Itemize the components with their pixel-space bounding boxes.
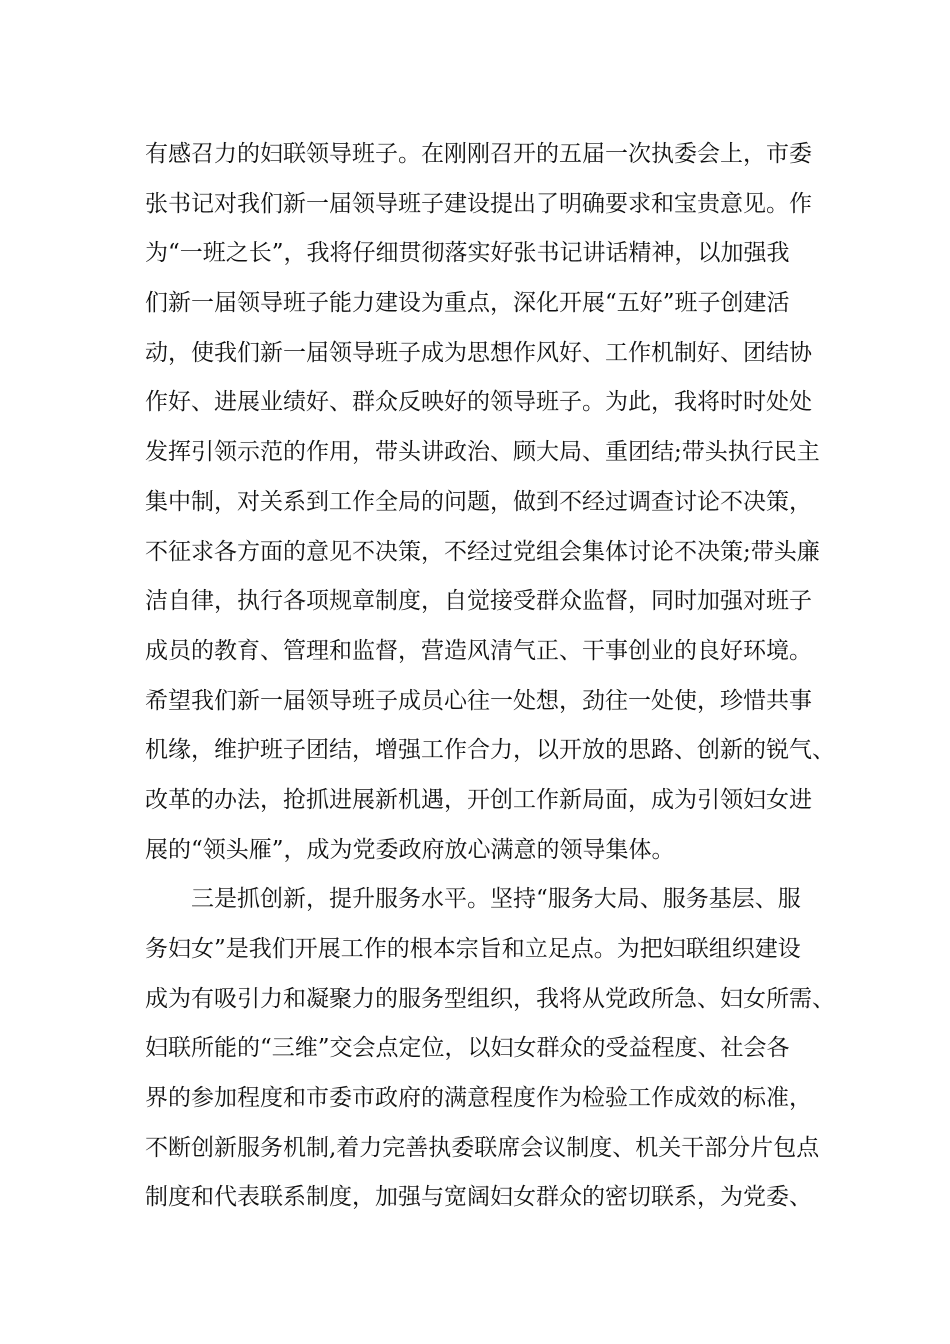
text-line-22: 制度和代表联系制度，加强与宽阔妇女群众的密切联系，为党委、 xyxy=(145,1184,812,1211)
text-line-12: 希望我们新一届领导班子成员心往一处想，劲往一处使，珍惜共事 xyxy=(145,687,812,714)
text-line-19: 妇联所能的“三维”交会点定位，以妇女群众的受益程度、社会各 xyxy=(145,1035,790,1062)
body-text xyxy=(145,130,835,1223)
text-line-8: 集中制，对关系到工作全局的问题，做到不经过调查讨论不决策， xyxy=(145,488,812,515)
text-line-3: 为“一班之长”，我将仔细贯彻落实好张书记讲话精神，以加强我 xyxy=(145,240,790,267)
text-line-18: 成为有吸引力和凝聚力的服务型组织，我将从党政所急、妇女所需、 xyxy=(145,985,835,1012)
text-line-13: 机缘，维护班子团结，增强工作合力，以开放的思路、创新的锐气、 xyxy=(145,737,835,764)
text-line-14: 改革的办法，抢抓进展新机遇，开创工作新局面，成为引领妇女进 xyxy=(145,786,812,813)
text-line-15: 展的“领头雁”，成为党委政府放心满意的领导集体。 xyxy=(145,836,675,863)
text-line-17: 务妇女”是我们开展工作的根本宗旨和立足点。为把妇联组织建设 xyxy=(145,936,801,962)
text-line-2: 张书记对我们新一届领导班子建设提出了明确要求和宝贵意见。作 xyxy=(145,190,812,217)
text-line-5: 动，使我们新一届领导班子成为思想作风好、工作机制好、团结协 xyxy=(145,339,812,366)
text-line-4: 们新一届领导班子能力建设为重点，深化开展“五好”班子创建活 xyxy=(145,290,790,317)
text-line-7: 发挥引领示范的作用，带头讲政治、顾大局、重团结;带头执行民主 xyxy=(145,439,820,466)
text-line-20: 界的参加程度和市委市政府的满意程度作为检验工作成效的标准， xyxy=(145,1085,812,1112)
text-line-9: 不征求各方面的意见不决策，不经过党组会集体讨论不决策;带头廉 xyxy=(145,538,820,565)
text-line-11: 成员的教育、管理和监督，营造风清气正、干事创业的良好环境。 xyxy=(145,637,812,664)
text-line-6: 作好、进展业绩好、群众反映好的领导班子。为此，我将时时处处 xyxy=(145,389,812,416)
text-line-10: 洁自律，执行各项规章制度，自觉接受群众监督，同时加强对班子 xyxy=(145,588,812,615)
text-line-1: 有感召力的妇联领导班子。在刚刚召开的五届一次执委会上，市委 xyxy=(145,141,812,167)
text-line-16: 三是抓创新，提升服务水平。坚持“服务大局、服务基层、服 xyxy=(191,886,801,913)
text-line-21: 不断创新服务机制,着力完善执委联席会议制度、机关干部分片包点 xyxy=(145,1134,820,1161)
